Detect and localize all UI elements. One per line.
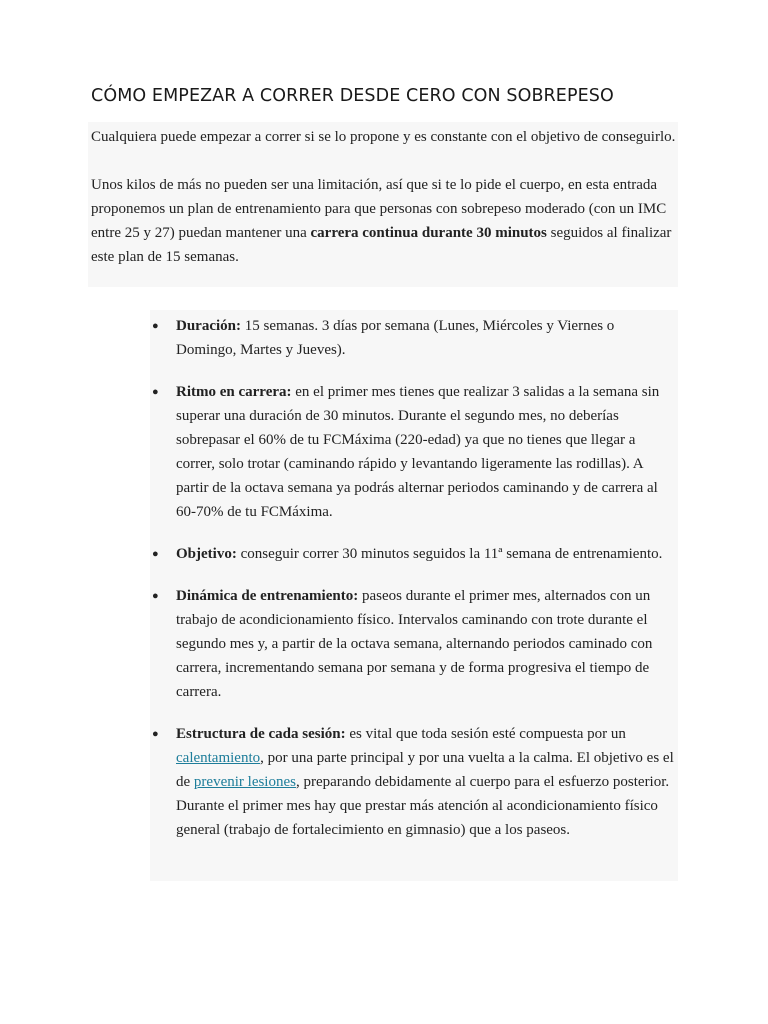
item-text: en el primer mes tienes que realizar 3 salidas a la semana sin superar una duración de 30 minutos. Durante el segundo mes, no deberías sobrepasar el 60% de tu FCMáxima (220-edad) ya que no tienes que llegar a correr, solo trotar (caminando rápido y levantando ligeramente las rodillas). A partir de la octava semana ya podrás alternar periodos caminando y de carrera al 60-70% de tu FCMáxima.: [176, 384, 660, 520]
item-title: Objetivo:: [176, 546, 237, 562]
intro-highlight: carrera continua durante 30 minutos: [310, 225, 547, 241]
intro-paragraph-2-text-start: Unos kilos de más no pueden ser una limitación, así que si te lo pide el cuerpo, en esta entrada proponemos un plan de entrenamiento para que personas con sobrepeso moderado (con un IMC entre 25 y 27) puedan mantener una: [91, 177, 667, 241]
item-text: , preparando debidamente al cuerpo para el esfuerzo posterior. Durante el primer mes hay que prestar más atención al acondicionamiento físico general (trabajo de fortalecimiento en gimnasio) que a los paseos.: [176, 774, 670, 838]
item-text: 15 semanas. 3 días por semana (Lunes, Miércoles y Viernes o Domingo, Martes y Jueves).: [176, 318, 615, 358]
item-title: Dinámica de entrenamiento:: [176, 588, 359, 604]
intro-paragraph-2: [91, 173, 678, 269]
page-title: CÓMO EMPEZAR A CORRER DESDE CERO CON SOBREPESO: [91, 86, 614, 106]
bullet-icon: ●: [152, 548, 159, 560]
list-item-dinamica: [150, 584, 678, 704]
item-title: Duración:: [176, 318, 241, 334]
item-text: es vital que toda sesión esté compuesta por un: [345, 726, 626, 742]
bullet-icon: ●: [152, 386, 159, 398]
intro-paragraph-2-text-end: seguidos al finalizar este plan de 15 semanas.: [91, 225, 672, 265]
calentamiento-link[interactable]: calentamiento: [176, 750, 261, 766]
list-item-ritmo: [150, 380, 678, 524]
bullet-icon: ●: [152, 320, 159, 332]
item-title: Estructura de cada sesión:: [176, 726, 346, 742]
list-item-duracion: [150, 314, 678, 362]
prevenir-lesiones-link[interactable]: prevenir lesiones: [193, 774, 296, 790]
plan-details-list: [150, 310, 678, 842]
bullet-icon: ●: [152, 590, 159, 602]
list-item-objetivo: [150, 542, 678, 566]
item-text: conseguir correr 30 minutos seguidos la 11ª semana de entrenamiento.: [236, 546, 663, 562]
intro-section: [88, 122, 678, 287]
bullet-icon: ●: [152, 728, 159, 740]
plan-details-section: [150, 310, 678, 881]
item-text: , por una parte principal y por una vuelta a la calma. El objetivo es el de: [176, 750, 674, 790]
item-title: Ritmo en carrera:: [176, 384, 292, 400]
item-text: paseos durante el primer mes, alternados con un trabajo de acondicionamiento físico. Intervalos caminando con trote durante el segundo mes y, a partir de la octava semana, alternando periodos caminado con carrera, incrementando semana por semana y de forma progresiva el tiempo de carrera.: [176, 588, 653, 700]
list-item-estructura: [150, 722, 678, 842]
intro-paragraph-1: Cualquiera puede empezar a correr si se lo propone y es constante con el objetivo de conseguirlo.: [91, 129, 676, 145]
